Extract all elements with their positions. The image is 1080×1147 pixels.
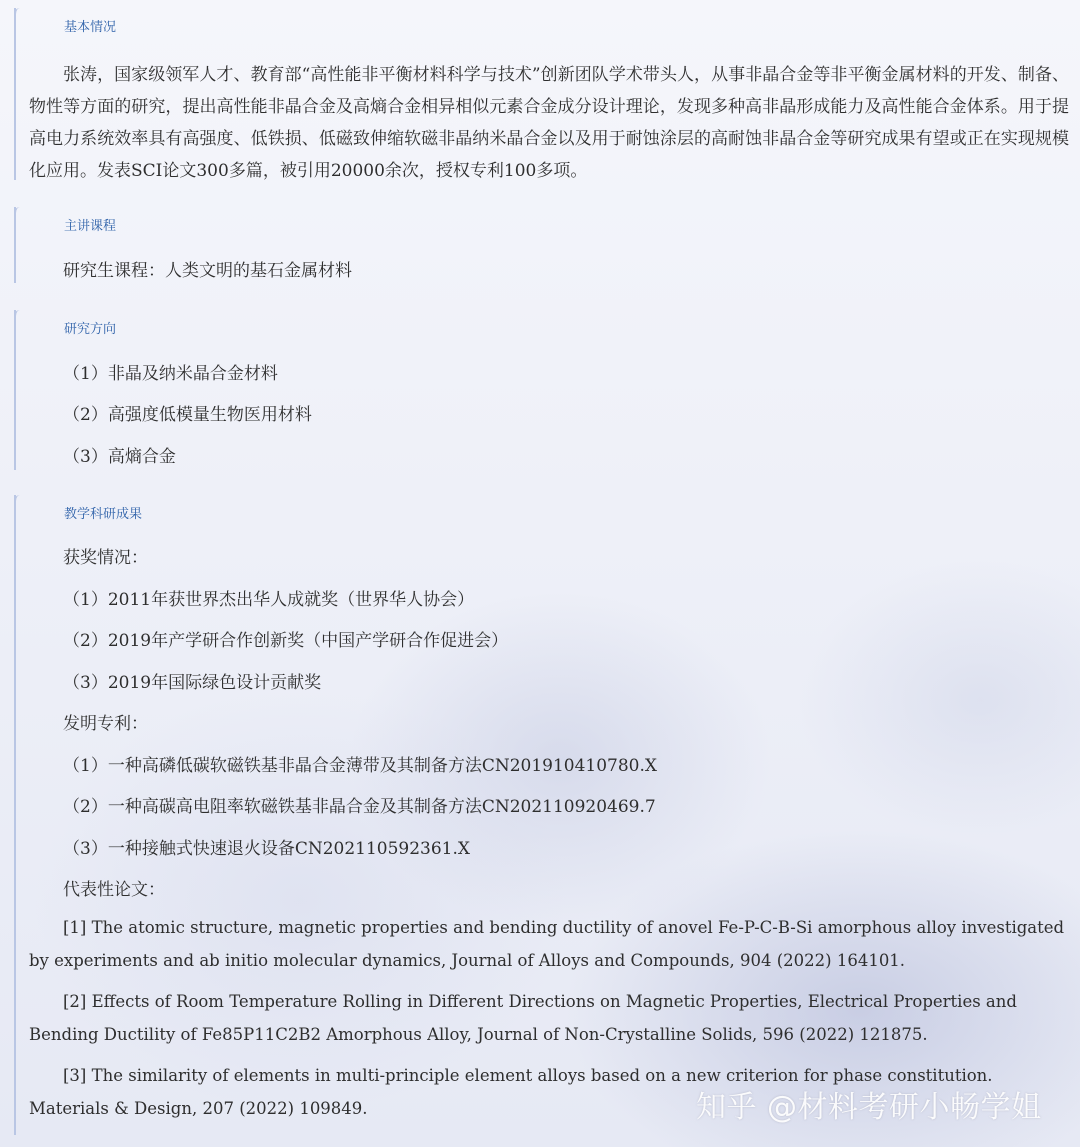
award-item: （1）2011年获世界杰出华人成就奖（世界华人协会） (63, 590, 475, 610)
section-title-basic-info: 基本情况 (64, 20, 117, 35)
direction-item: （1）非晶及纳米晶合金材料 (63, 364, 278, 384)
patent-item: （2）一种高碳高电阻率软磁铁基非晶合金及其制备方法CN202110920469.7 (63, 797, 656, 817)
section-title-directions: 研究方向 (64, 322, 117, 337)
award-item: （2）2019年产学研合作创新奖（中国产学研合作促进会） (63, 631, 509, 651)
award-item: （3）2019年国际绿色设计贡献奖 (63, 673, 322, 693)
section-title-achievements: 教学科研成果 (64, 507, 143, 522)
papers-heading: 代表性论文： (63, 880, 165, 900)
section-achievements (14, 495, 1080, 1135)
paper-item: [3] The similarity of elements in multi-principle element alloys based on a new criterion for phase constitution. Materials & Design, 207 (2022) 109849. (29, 1066, 993, 1118)
section-basic-info (14, 8, 1080, 180)
basic-info-paragraph: 张涛，国家级领军人才、教育部“高性能非平衡材料科学与技术”创新团队学术带头人，从事非晶合金等非平衡金属材料的开发、制备、物性等方面的研究，提出高性能非晶合金及高熵合金相异相似元素合金成分设计理论，发现多种高非晶形成能力及高性能合金体系。用于提高电力系统效率具有高强度、低铁损、低磁致伸缩软磁非晶纳米晶合金以及用于耐蚀涂层的高耐蚀非晶合金等研究成果有望或正在实现规模化应用。发表SCI论文300多篇，被引用20000余次，授权专利100多项。 (29, 65, 1069, 181)
patent-item: （1）一种高磷低碳软磁铁基非晶合金薄带及其制备方法CN201910410780.X (63, 756, 657, 776)
paper-item: [2] Effects of Room Temperature Rolling in Different Directions on Magnetic Properties, Electrical Properties and Bending Ductility of Fe85P11C2B2 Amorphous Alloy, Journal of Non-Crystalline Solids, 596 (2022) 121875. (29, 992, 1017, 1044)
paper-item: [1] The atomic structure, magnetic properties and bending ductility of anovel Fe-P-C-B-Si amorphous alloy investigated by experiments and ab initio molecular dynamics, Journal of Alloys and Compounds, 904 (2022) 164101. (29, 918, 1065, 970)
awards-heading: 获奖情况： (63, 548, 148, 568)
course-text: 研究生课程：人类文明的基石金属材料 (63, 261, 352, 281)
direction-item: （3）高熵合金 (63, 447, 176, 467)
section-courses (14, 207, 1080, 283)
direction-item: （2）高强度低模量生物医用材料 (63, 405, 312, 425)
patents-heading: 发明专利： (63, 714, 148, 734)
section-directions (14, 310, 1080, 470)
watermark: 知乎 @材料考研小畅学姐 (696, 1090, 1042, 1125)
section-title-courses: 主讲课程 (64, 219, 117, 234)
patent-item: （3）一种接触式快速退火设备CN202110592361.X (63, 839, 470, 859)
